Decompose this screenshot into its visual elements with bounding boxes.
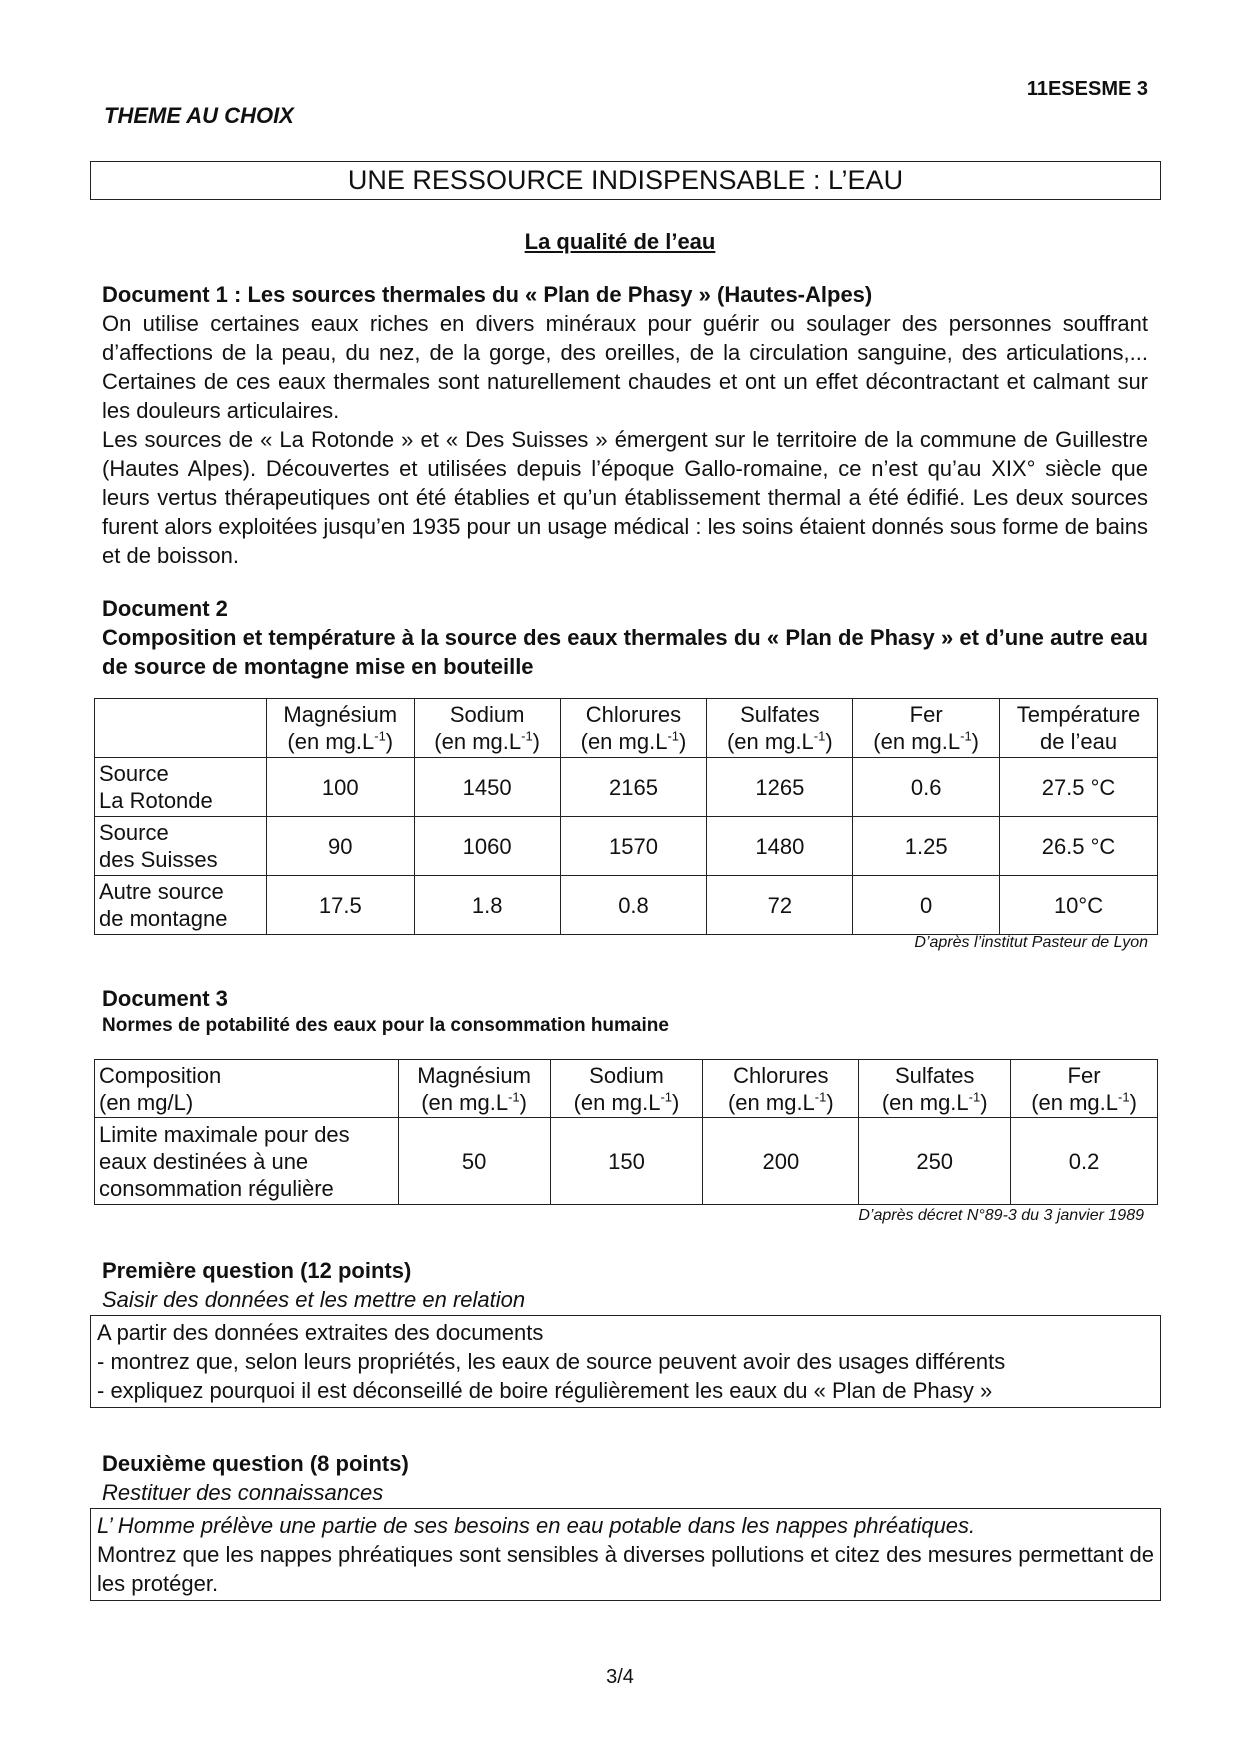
row-label: Source La Rotonde (95, 758, 267, 817)
table-cell: 10°C (1000, 876, 1158, 935)
doc2-source: D’après l’institut Pasteur de Lyon (914, 934, 1148, 951)
doc1-paragraph-1: On utilise certaines eaux riches en divers minéraux pour guérir ou soulager des personnes souffrant d’affections de la peau, du nez, de la gorge, des oreilles, de la circulation sanguine, des articulations,... Certaines de ces eaux thermales sont naturellement chaudes et ont un effet décontractant et calmant sur les douleurs articulaires. (102, 311, 1148, 423)
header-sodium: Sodium (en $mg.L^{-1}$) (414, 699, 560, 758)
table-cell: 0.2 (1011, 1118, 1158, 1205)
question-2-heading (102, 1449, 1148, 1507)
composition-table (94, 698, 1158, 935)
table-cell: 200 (703, 1118, 859, 1205)
row-label: Autre source de montagne (95, 876, 267, 935)
doc2-subtitle: Composition et température à la source des eaux thermales du « Plan de Phasy » et d’une autre eau de source de montagne mise en bouteille (102, 625, 1148, 679)
table-row (95, 1118, 1158, 1205)
doc3-source: D’après décret N°89-3 du 3 janvier 1989 (858, 1207, 1144, 1224)
header-chlorures: Chlorures (en $mg.L^{-1}$) (703, 1060, 859, 1118)
table-cell: 0.8 (560, 876, 707, 935)
header-composition: Composition (en mg/L) (95, 1060, 399, 1118)
row-label: Source des Suisses (95, 817, 267, 876)
table-cell: 1570 (560, 817, 707, 876)
page-title: UNE RESSOURCE INDISPENSABLE : L’EAU (90, 161, 1161, 200)
doc1-heading: Document 1 : Les sources thermales du « Plan de Phasy » (Hautes-Alpes) (102, 282, 873, 307)
table-cell: 1.25 (853, 817, 1000, 876)
header-sulfates: Sulfates (en $mg.L^{-1}$) (859, 1060, 1011, 1118)
table-cell: 1.8 (414, 876, 560, 935)
row-label: Limite maximale pour des eaux destinées à une consommation régulière (95, 1118, 399, 1205)
empty-cell (95, 699, 267, 758)
table-cell: 26.5 °C (1000, 817, 1158, 876)
table-row (95, 758, 1158, 817)
q2-subtitle: Restituer des connaissances (102, 1480, 384, 1505)
document-2-heading (102, 594, 1148, 681)
table-cell: 1265 (707, 758, 853, 817)
header-magnésium: Magnésium (en $mg.L^{-1}$) (398, 1060, 550, 1118)
theme-label: THEME AU CHOIX (104, 103, 294, 128)
table-cell: 50 (398, 1118, 550, 1205)
table-header-row (95, 699, 1158, 758)
header-chlorures: Chlorures (en $mg.L^{-1}$) (560, 699, 707, 758)
table-cell: 1480 (707, 817, 853, 876)
header-fer: Fer (en $mg.L^{-1}$) (853, 699, 1000, 758)
q1-line: - montrez que, selon leurs propriétés, les eaux de source peuvent avoir des usages différents (97, 1349, 1006, 1374)
q1-title: Première question (12 points) (102, 1258, 412, 1283)
q2-context: L’ Homme prélève une partie de ses besoins en eau potable dans les nappes phréatiques. (97, 1513, 976, 1538)
table-cell: 150 (550, 1118, 703, 1205)
q1-subtitle: Saisir des données et les mettre en relation (102, 1287, 526, 1312)
q1-line: - expliquez pourquoi il est déconseillé de boire régulièrement les eaux du « Plan de Phasy » (97, 1378, 993, 1403)
header-temperature: Température de l’eau (1000, 699, 1158, 758)
q2-title: Deuxième question (8 points) (102, 1451, 409, 1476)
table-cell: 27.5 °C (1000, 758, 1158, 817)
doc2-title: Document 2 (102, 596, 228, 621)
section-subtitle: La qualité de l’eau (524, 229, 716, 254)
table-cell: 0 (853, 876, 1000, 935)
question-1-heading (102, 1256, 1148, 1314)
page-number: 3/4 (606, 1666, 634, 1688)
question-2-box (90, 1508, 1161, 1601)
header-fer: Fer (en $mg.L^{-1}$) (1011, 1060, 1158, 1118)
table-cell: 90 (266, 817, 414, 876)
doc3-title: Document 3 (102, 986, 228, 1011)
document-3-heading (102, 984, 1148, 1039)
doc1-paragraph-2: Les sources de « La Rotonde » et « Des Suisses » émergent sur le territoire de la commune de Guillestre (Hautes Alpes). Découvertes et utilisées depuis l’époque Gallo-romaine, ce n’est qu’au XIX° siècle que leurs vertus thérapeutiques ont été établies et qu’un établissement thermal a été édifié. Les deux sources furent alors exploitées jusqu’en 1935 pour un usage médical : les soins étaient donnés sous forme de bains et de boisson. (102, 427, 1148, 568)
potability-table (94, 1059, 1158, 1205)
table-cell: 1060 (414, 817, 560, 876)
table-cell: 250 (859, 1118, 1011, 1205)
header-sulfates: Sulfates (en $mg.L^{-1}$) (707, 699, 853, 758)
table-cell: 1450 (414, 758, 560, 817)
table-cell: 2165 (560, 758, 707, 817)
table-cell: 17.5 (266, 876, 414, 935)
table-cell: 100 (266, 758, 414, 817)
table-row (95, 817, 1158, 876)
exam-code: 11ESESME 3 (1026, 78, 1148, 100)
header-sodium: Sodium (en $mg.L^{-1}$) (550, 1060, 703, 1118)
table-row (95, 876, 1158, 935)
table-header-row (95, 1060, 1158, 1118)
q2-instruction: Montrez que les nappes phréatiques sont sensibles à diverses pollutions et citez des mesures permettant de les protéger. (97, 1542, 1154, 1596)
document-1 (102, 280, 1148, 570)
q1-line: A partir des données extraites des documents (97, 1320, 544, 1345)
table-cell: 0.6 (853, 758, 1000, 817)
question-1-box (90, 1315, 1161, 1408)
doc3-subtitle: Normes de potabilité des eaux pour la consommation humaine (102, 1015, 669, 1036)
header-magnésium: Magnésium (en $mg.L^{-1}$) (266, 699, 414, 758)
table-cell: 72 (707, 876, 853, 935)
